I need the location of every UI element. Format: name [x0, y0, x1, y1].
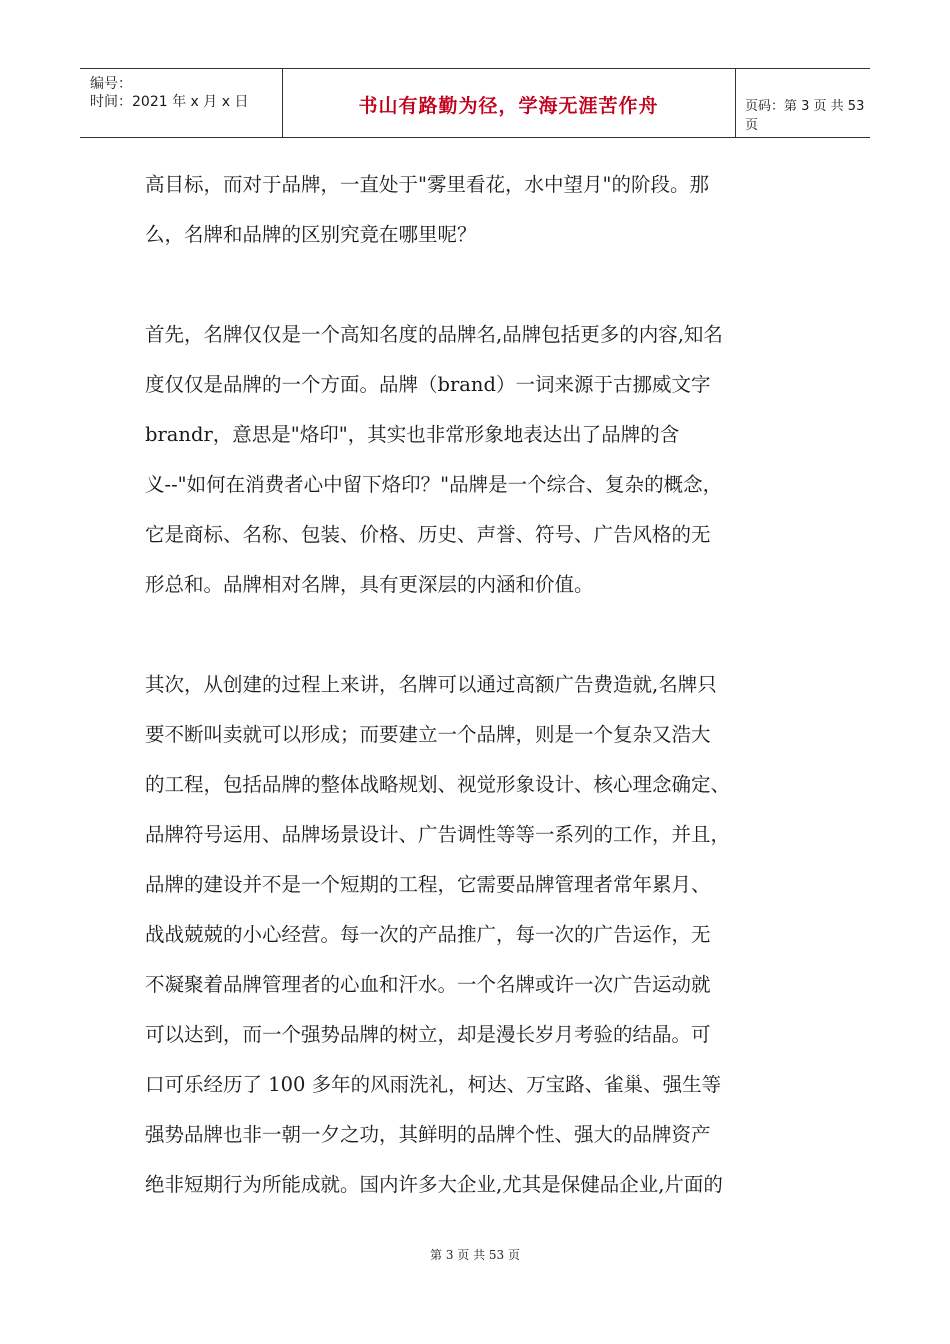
- document-code-label: 编号：: [90, 76, 132, 92]
- text-line: 口可乐经历了 100 多年的风雨洗礼，柯达、万宝路、雀巢、强生等: [145, 1073, 722, 1096]
- document-header: [80, 68, 870, 138]
- text-line: 品牌的建设并不是一个短期的工程，它需要品牌管理者常年累月、: [145, 873, 711, 896]
- text-line: 高目标，而对于品牌，一直处于"雾里看花，水中望月"的阶段。那: [145, 173, 709, 196]
- text-line: 度仅仅是品牌的一个方面。品牌（brand）一词来源于古挪威文字: [145, 373, 711, 396]
- text-line: 品牌符号运用、品牌场景设计、广告调性等等一系列的工作，并且，: [145, 823, 731, 846]
- header-page-number: 页码：第 3 页 共 53 页: [745, 99, 865, 133]
- text-line: 战战兢兢的小心经营。每一次的产品推广，每一次的广告运作，无: [145, 923, 711, 946]
- paragraph: [145, 660, 815, 1210]
- text-line: 的工程，包括品牌的整体战略规划、视觉形象设计、核心理念确定、: [145, 773, 731, 796]
- text-line: 首先，名牌仅仅是一个高知名度的品牌名,品牌包括更多的内容,知名: [145, 323, 723, 346]
- text-line: 不凝聚着品牌管理者的心血和汗水。一个名牌或许一次广告运动就: [145, 973, 711, 996]
- document-body: [145, 160, 815, 1260]
- paragraph: [145, 310, 815, 610]
- header-motto: 书山有路勤为径，学海无涯苦作舟: [358, 95, 659, 117]
- text-line: 强势品牌也非一朝一夕之功，其鲜明的品牌个性、强大的品牌资产: [145, 1123, 711, 1146]
- text-line: 么，名牌和品牌的区别究竟在哪里呢？: [145, 223, 477, 246]
- document-date-label: 时间：2021 年 x 月 x 日: [90, 94, 249, 110]
- text-line: 义--"如何在消费者心中留下烙印？"品牌是一个综合、复杂的概念，: [145, 473, 723, 496]
- paragraph: [145, 160, 815, 260]
- text-line: 可以达到，而一个强势品牌的树立，却是漫长岁月考验的结晶。可: [145, 1023, 711, 1046]
- text-line: brandr，意思是"烙印"，其实也非常形象地表达出了品牌的含: [145, 423, 680, 446]
- text-line: 绝非短期行为所能成就。国内许多大企业,尤其是保健品企业,片面的: [145, 1173, 723, 1196]
- header-motto-cell: [282, 69, 736, 137]
- header-page-cell: [735, 69, 870, 137]
- text-line: 其次，从创建的过程上来讲，名牌可以通过高额广告费造就,名牌只: [145, 673, 717, 696]
- text-line: 它是商标、名称、包装、价格、历史、声誉、符号、广告风格的无: [145, 523, 711, 546]
- text-line: 形总和。品牌相对名牌，具有更深层的内涵和价值。: [145, 573, 594, 596]
- page-footer: 第 3 页 共 53 页: [430, 1248, 520, 1262]
- text-line: 要不断叫卖就可以形成；而要建立一个品牌，则是一个复杂又浩大: [145, 723, 711, 746]
- header-info-cell: [80, 69, 283, 137]
